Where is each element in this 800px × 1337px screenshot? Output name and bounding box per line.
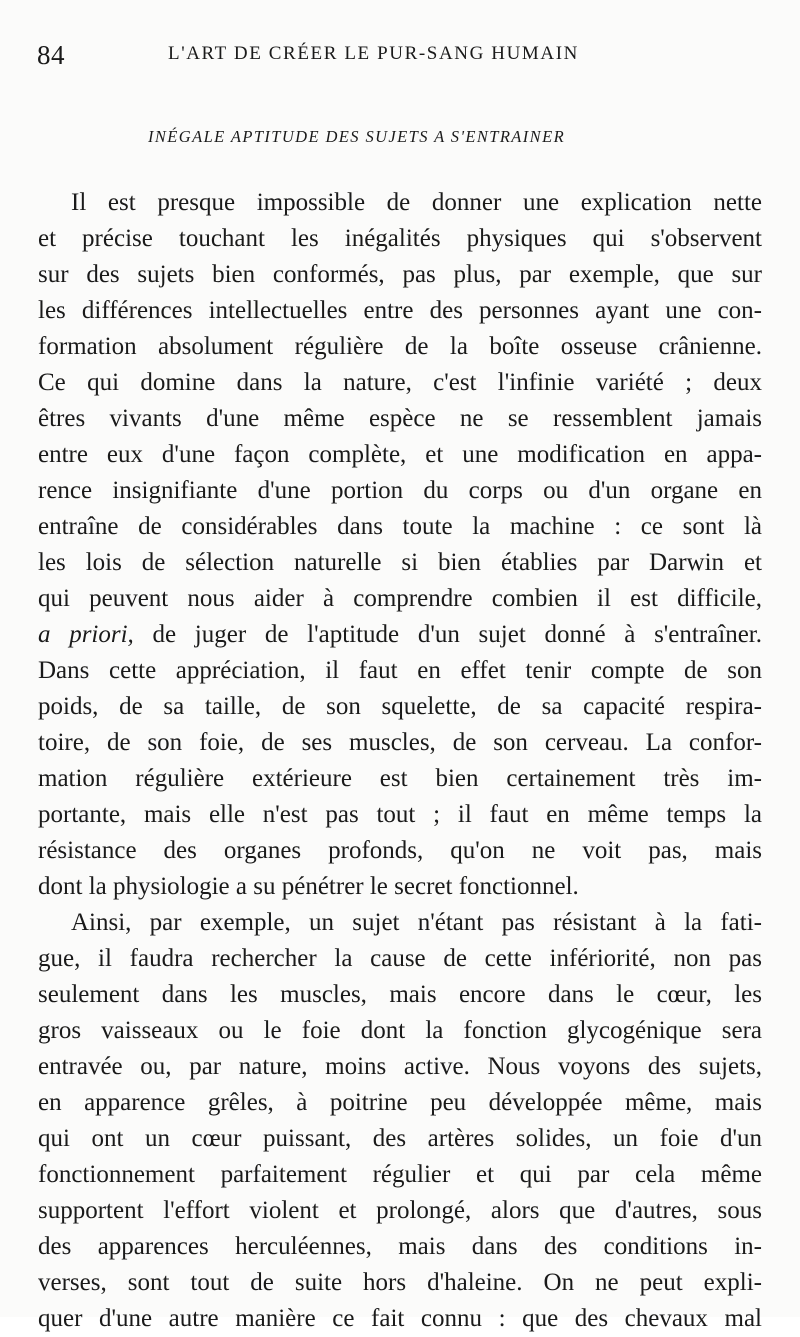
text-line: seulement dans les muscles, mais encore dans le cœur, les <box>38 981 762 1008</box>
text-line: en apparence grêles, à poitrine peu développée même, mais <box>38 1089 762 1116</box>
text-line: gros vaisseaux ou le foie dont la fonction glycogénique sera <box>38 1017 762 1044</box>
text-line: Il est presque impossible de donner une explication nette <box>71 189 762 216</box>
text-line: et précise touchant les inégalités physiques qui s'observent <box>38 225 762 252</box>
page-number: 84 <box>37 40 65 70</box>
text-line: êtres vivants d'une même espèce ne se ressemblent jamais <box>38 405 762 432</box>
text-line: dont la physiologie a su pénétrer le secret fonctionnel. <box>38 873 579 900</box>
text-line: portante, mais elle n'est pas tout ; il faut en même temps la <box>38 801 762 828</box>
text-line: entravée ou, par nature, moins active. Nous voyons des sujets, <box>38 1053 762 1080</box>
text-line: fonctionnement parfaitement régulier et qui par cela même <box>38 1161 762 1188</box>
text-line-italic-start <box>38 617 762 653</box>
section-title: INÉGALE APTITUDE DES SUJETS A S'ENTRAINER <box>148 127 566 146</box>
italic-phrase: a priori, <box>38 621 134 648</box>
text-line: qui peuvent nous aider à comprendre combien il est difficile, <box>38 585 762 612</box>
text-line: sur des sujets bien conformés, pas plus, par exemple, que sur <box>38 261 762 288</box>
text-line: rence insignifiante d'une portion du corps ou d'un organe en <box>38 477 762 504</box>
text-line: verses, sont tout de suite hors d'haleine. On ne peut expli- <box>38 1269 762 1296</box>
running-title: L'ART DE CRÉER LE PUR-SANG HUMAIN <box>168 43 579 64</box>
text-line: quer d'une autre manière ce fait connu : que des chevaux mal <box>38 1305 762 1332</box>
text-line: poids, de sa taille, de son squelette, de sa capacité respira- <box>38 693 762 720</box>
text-line: qui ont un cœur puissant, des artères solides, un foie d'un <box>38 1125 762 1152</box>
text-line: les différences intellectuelles entre des personnes ayant une con- <box>38 297 762 324</box>
text-line: supportent l'effort violent et prolongé, alors que d'autres, sous <box>38 1197 762 1224</box>
text-line: entraîne de considérables dans toute la machine : ce sont là <box>38 513 762 540</box>
line-rest: de juger de l'aptitude d'un sujet donné à s'entraîner. <box>133 621 763 648</box>
text-line: Ainsi, par exemple, un sujet n'étant pas résistant à la fati- <box>71 909 762 936</box>
text-line: entre eux d'une façon complète, et une modification en appa- <box>38 441 762 468</box>
text-line: formation absolument régulière de la boîte osseuse crânienne. <box>38 333 762 360</box>
text-line: toire, de son foie, de ses muscles, de son cerveau. La confor- <box>38 729 762 756</box>
text-line: Dans cette appréciation, il faut en effet tenir compte de son <box>38 657 762 684</box>
text-line: Ce qui domine dans la nature, c'est l'infinie variété ; deux <box>38 369 762 396</box>
text-line: gue, il faudra rechercher la cause de cette infériorité, non pas <box>38 945 762 972</box>
body-text <box>38 185 762 1337</box>
text-line: des apparences herculéennes, mais dans des conditions in- <box>38 1233 762 1260</box>
text-line: résistance des organes profonds, qu'on ne voit pas, mais <box>38 837 762 864</box>
text-line: les lois de sélection naturelle si bien établies par Darwin et <box>38 549 762 576</box>
text-line: mation régulière extérieure est bien certainement très im- <box>38 765 762 792</box>
